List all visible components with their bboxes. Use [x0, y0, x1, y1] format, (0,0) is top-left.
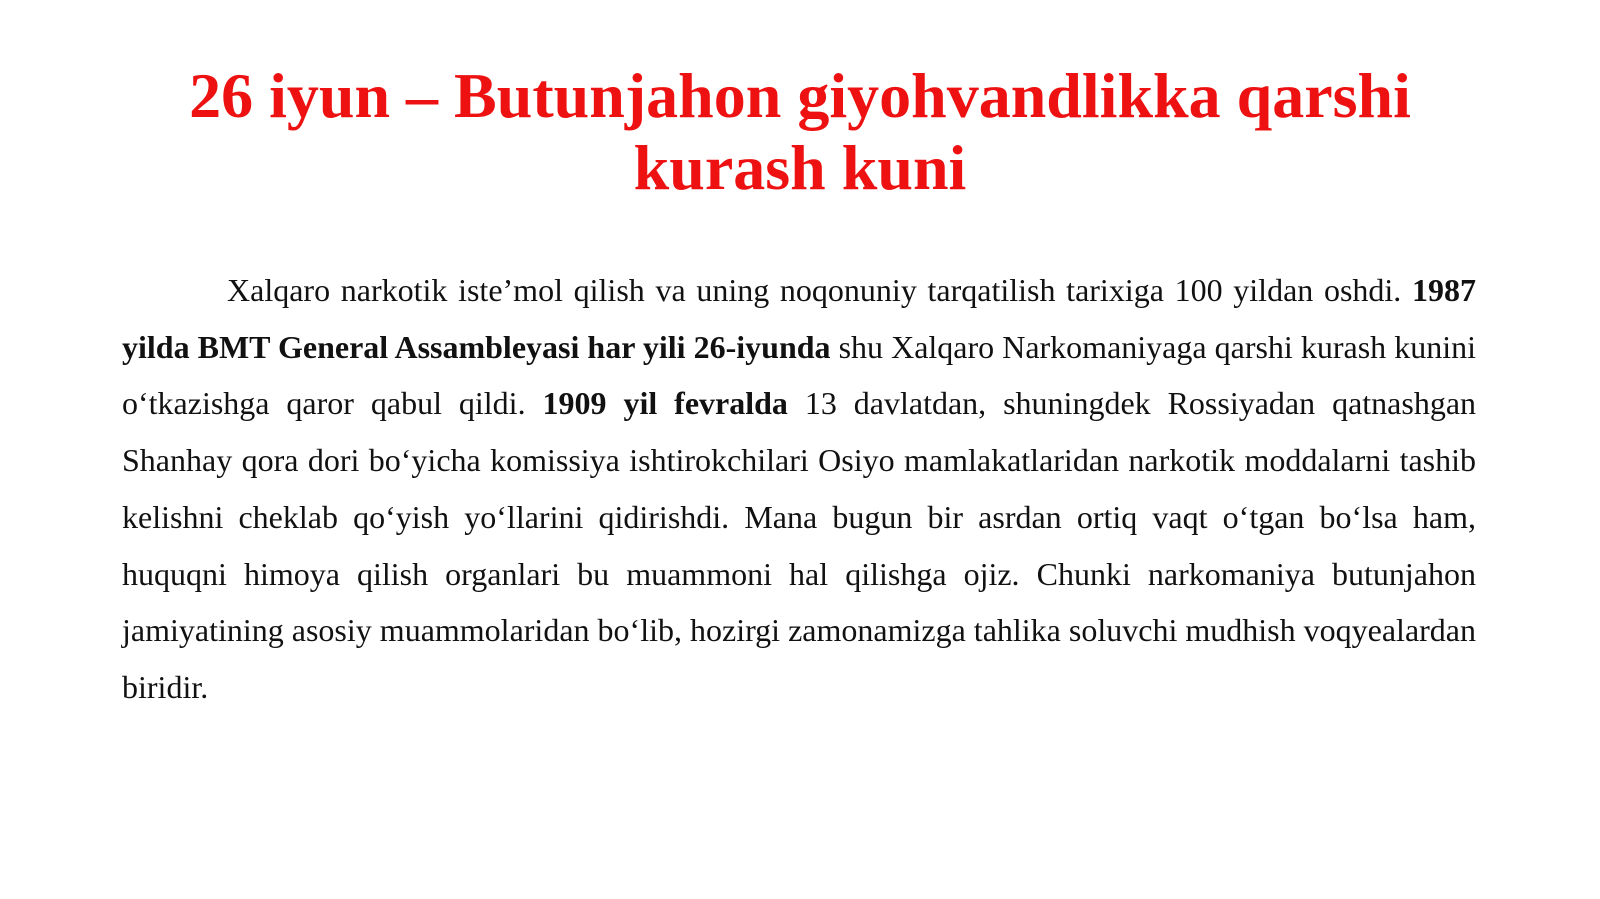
slide-title [100, 60, 1500, 204]
paragraph-text-2: shu Xalqaro Narkomaniyaga qarshi kurash kunini o‘tkazishga qaror qabul qildi. [122, 328, 1477, 422]
paragraph-text-3: 13 davlatdan, shuningdek Rossiyadan qatnashgan Shanhay qora dori bo‘yicha komissiya ishtirokchilari Osiyo mamlakatlaridan narkotik moddalarni tashib kelishni cheklab qo‘yish yo‘llarini qidirishdi. Mana bugun bir asrdan ortiq vaqt o‘tgan bo‘lsa ham, huquqni himoya qilish organlari bu muammoni hal qilishga ojiz. Chunki narkomaniya butunjahon jamiyatining asosiy muammolaridan bo‘lib, hozirgi zamonamizga tahlika soluvchi mudhish voqyealardan biridir. [122, 385, 1477, 705]
body-paragraph [122, 262, 1476, 716]
slide-title-line-1: 26 iyun – Butunjahon giyohvandlikka qarshi [189, 60, 1411, 131]
slide-title-line-2: kurash kuni [633, 132, 967, 203]
paragraph-text-1: Xalqaro narkotik iste’mol qilish va uning noqonuniy tarqatilish tarixiga 100 yildan oshdi. [227, 272, 1412, 308]
paragraph-bold-2: 1909 yil fevralda [542, 385, 788, 422]
paragraph-bold-1: 1987 yilda BMT General Assambleyasi har yili 26-iyunda [122, 272, 1476, 365]
